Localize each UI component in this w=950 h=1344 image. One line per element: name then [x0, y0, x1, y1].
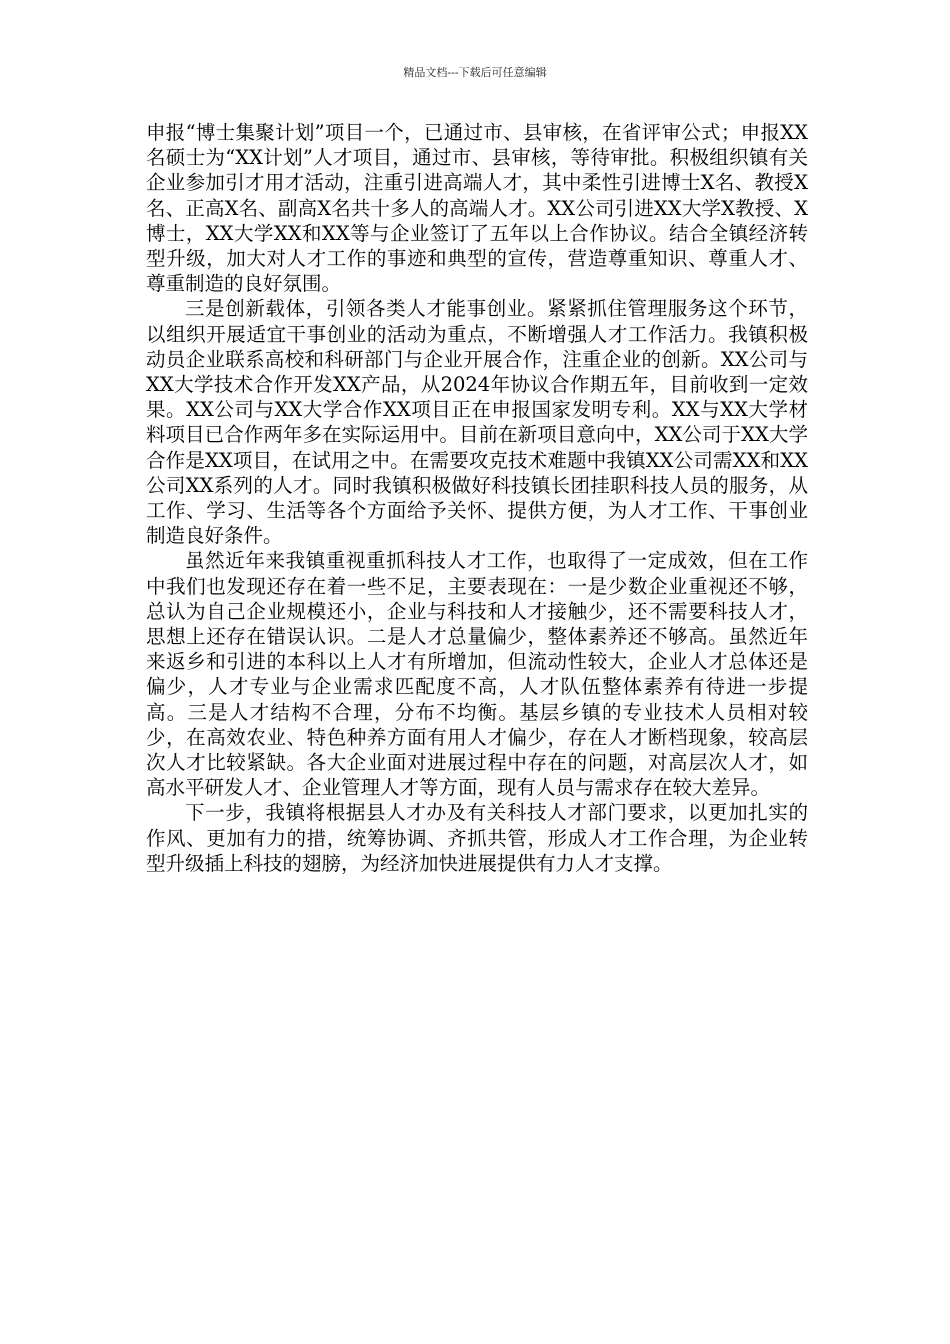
page-header: 精品文档---下载后可任意编辑: [403, 66, 547, 79]
document-body: [146, 120, 808, 876]
paragraph-next-steps: 下一步，我镇将根据县人才办及有关科技人才部门要求，以更加扎实的作风、更加有力的措，统筹协调、齐抓共管，形成人才工作合理，为企业转型升级插上科技的翅膀，为经济加快进展提供有力人才支撑。: [146, 801, 808, 875]
paragraph-innovation: 三是创新载体，引领各类人才能事创业。紧紧抓住管理服务这个环节，以组织开展适宜干事创业的活动为重点，不断增强人才工作活力。我镇积极动员企业联系高校和科研部门与企业开展合作，注重企业的创新。XX公司与XX大学技术合作开发XX产品，从2024年协议合作期五年，目前收到一定效果。XX公司与XX大学合作XX项目正在申报国家发明专利。XX与XX大学材料项目已合作两年多在实际运用中。目前在新项目意向中，XX公司于XX大学合作是XX项目，在试用之中。在需要攻克技术难题中我镇XX公司需XX和XX公司XX系列的人才。同时我镇积极做好科技镇长团挂职科技人员的服务，从工作、学习、生活等各个方面给予关怀、提供方便，为人才工作、干事创业制造良好条件。: [146, 297, 808, 548]
paragraph-shortcomings: 虽然近年来我镇重视重抓科技人才工作，也取得了一定成效，但在工作中我们也发现还存在着一些不足，主要表现在：一是少数企业重视还不够，总认为自己企业规模还小，企业与科技和人才接触少，还不需要科技人才，思想上还存在错误认识。二是人才总量偏少，整体素养还不够高。虽然近年来返乡和引进的本科以上人才有所增加，但流动性较大，企业人才总体还是偏少，人才专业与企业需求匹配度不高，人才队伍整体素养有待进一步提高。三是人才结构不合理，分布不均衡。基层乡镇的专业技术人员相对较少，在高效农业、特色种养方面有用人才偏少，存在人才断档现象，较高层次人才比较紧缺。各大企业面对进展过程中存在的问题，对高层次人才，如高水平研发人才、企业管理人才等方面，现有人员与需求存在较大差异。: [146, 549, 808, 800]
paragraph-continuation: 申报“博士集聚计划”项目一个，已通过市、县审核，在省评审公式；申报XX名硕士为“XX计划”人才项目，通过市、县审核，等待审批。积极组织镇有关企业参加引才用才活动，注重引进高端人才，其中柔性引进博士X名、教授X名、正高X名、副高X名共十多人的高端人才。XX公司引进XX大学X教授、X博士，XX大学XX和XX等与企业签订了五年以上合作协议。结合全镇经济转型升级，加大对人才工作的事迹和典型的宣传，营造尊重知识、尊重人才、尊重制造的良好氛围。: [146, 121, 808, 296]
